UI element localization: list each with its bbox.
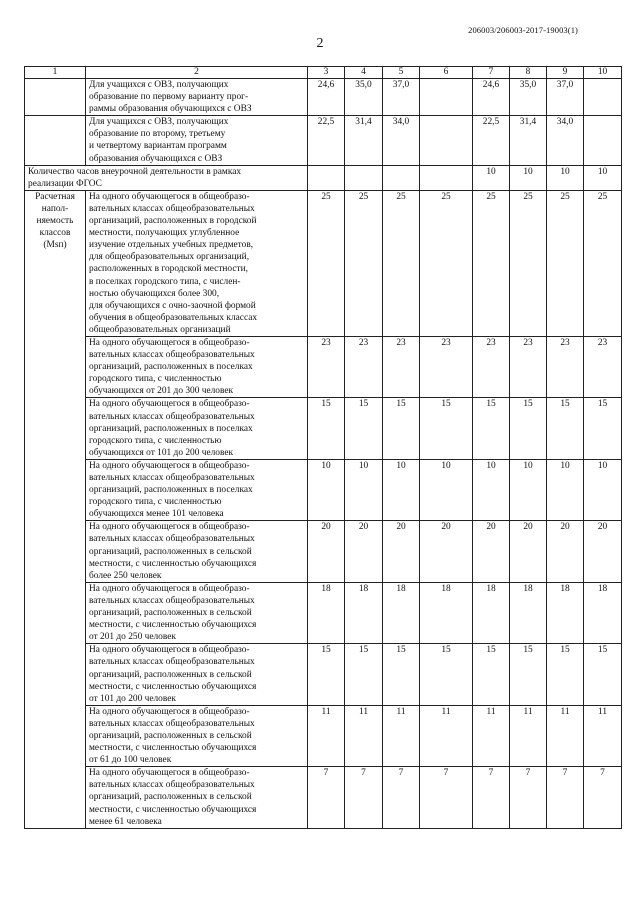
row-description [86,582,308,643]
value-cell: 34,0 [547,116,584,165]
value-cell: 15 [473,644,510,705]
value-cell: 15 [584,398,622,459]
value-cell: 15 [345,644,383,705]
value-cell [420,79,473,116]
table-row [25,398,622,459]
value-cell: 10 [510,459,547,520]
value-cell: 20 [584,521,622,582]
value-cell: 20 [547,521,584,582]
value-cell: 11 [420,705,473,766]
description-line: в поселках городского типа, с числен- [89,276,241,287]
column-header: 4 [345,67,383,79]
table-body [25,67,622,829]
description-line: изучение отдельных учебных предметов, [89,240,254,251]
description-line: организаций, расположенных в сельской [89,792,252,803]
description-line: На одного обучающегося в общеобразо- [89,337,250,348]
value-cell: 18 [420,582,473,643]
description-line: реализации ФГОС [28,178,102,189]
description-line: организаций, расположенных в поселках [89,362,253,373]
value-cell: 23 [308,336,345,397]
value-cell: 15 [308,644,345,705]
empty-cell [25,79,86,116]
value-cell: 11 [547,705,584,766]
value-cell: 11 [473,705,510,766]
description-line: местности, с численностью обучающихся [89,558,257,569]
table-row [25,336,622,397]
value-cell: 24,6 [473,79,510,116]
value-cell: 25 [420,190,473,336]
description-line: На одного обучающегося в общеобразо- [89,706,250,717]
table-row [25,116,622,165]
value-cell: 23 [420,336,473,397]
table-row [25,165,622,190]
value-cell: 23 [584,336,622,397]
value-cell: 25 [473,190,510,336]
value-cell: 18 [473,582,510,643]
value-cell: 15 [510,644,547,705]
value-cell: 11 [308,705,345,766]
normative-table [24,66,622,829]
value-cell [420,165,473,190]
description-line: вательных классах общеобразовательных [89,657,255,668]
class-fill-label-line: (Мsп) [43,240,67,251]
class-fill-label [25,190,86,828]
description-line: организаций, расположенных в городской [89,216,257,227]
description-line: более 250 человек [89,570,162,581]
value-cell: 23 [510,336,547,397]
value-cell: 20 [510,521,547,582]
description-line: Для учащихся с ОВЗ, получающих [89,80,229,90]
description-line: местности, с численностью обучающихся [89,681,257,692]
value-cell: 7 [510,767,547,828]
value-cell: 10 [383,459,420,520]
description-line: от 101 до 200 человек [89,693,176,704]
class-fill-label-line: Расчетная [35,191,75,202]
description-line: На одного обучающегося в общеобразо- [89,645,250,656]
value-cell: 11 [345,705,383,766]
value-cell [420,116,473,165]
extracurricular-hours-label [25,165,308,190]
value-cell: 31,4 [345,116,383,165]
value-cell [584,79,622,116]
value-cell: 7 [420,767,473,828]
value-cell: 15 [510,398,547,459]
description-line: ностью обучающихся более 300, [89,288,220,299]
description-line: местности, с численностью обучающихся [89,804,257,815]
value-cell: 35,0 [345,79,383,116]
row-description [86,644,308,705]
row-description [86,190,308,336]
description-line: вательных классах общеобразовательных [89,203,255,214]
description-line: менее 61 человека [89,816,162,827]
value-cell: 25 [510,190,547,336]
value-cell: 18 [345,582,383,643]
value-cell: 25 [345,190,383,336]
description-line: городского типа, с численностью [89,435,222,446]
column-header: 2 [86,67,308,79]
column-header: 10 [584,67,622,79]
column-header: 7 [473,67,510,79]
description-line: раммы образования обучающихся с ОВЗ [89,104,252,115]
value-cell: 10 [584,459,622,520]
column-header: 5 [383,67,420,79]
value-cell: 23 [383,336,420,397]
value-cell: 15 [383,398,420,459]
value-cell: 22,5 [473,116,510,165]
description-line: обучающихся от 201 до 300 человек [89,386,234,397]
value-cell: 10 [345,459,383,520]
value-cell: 20 [383,521,420,582]
value-cell: 7 [383,767,420,828]
description-line: и четвертому вариантам программ [89,141,227,152]
value-cell: 10 [420,459,473,520]
value-cell: 11 [383,705,420,766]
description-line: от 61 до 100 человек [89,755,172,766]
value-cell: 18 [510,582,547,643]
value-cell: 18 [308,582,345,643]
description-line: местности, с численностью обучающихся [89,620,257,631]
description-line: организаций, расположенных в сельской [89,546,252,557]
value-cell: 10 [547,165,584,190]
value-cell: 10 [473,459,510,520]
value-cell: 18 [547,582,584,643]
description-line: обучающихся менее 101 человека [89,509,224,520]
description-line: вательных классах общеобразовательных [89,534,255,545]
description-line: организаций, расположенных в поселках [89,485,253,496]
value-cell: 7 [584,767,622,828]
column-number-row [25,67,622,79]
value-cell: 15 [345,398,383,459]
column-header: 6 [420,67,473,79]
value-cell: 15 [308,398,345,459]
value-cell: 11 [584,705,622,766]
description-line: организаций, расположенных в поселках [89,423,253,434]
description-line: общеобразовательных организаций [89,324,231,335]
value-cell: 15 [383,644,420,705]
description-line: местности, получающих углубленное [89,228,240,239]
value-cell [383,165,420,190]
value-cell [345,165,383,190]
description-line: На одного обучающегося в общеобразо- [89,460,250,471]
description-line: городского типа, с численностью [89,374,222,385]
value-cell: 15 [584,644,622,705]
empty-cell [25,116,86,165]
value-cell: 25 [308,190,345,336]
page-number: 2 [316,36,324,51]
column-header: 8 [510,67,547,79]
value-cell: 20 [345,521,383,582]
value-cell: 23 [547,336,584,397]
description-line: образование по второму, третьему [89,129,226,140]
description-line: вательных классах общеобразовательных [89,718,255,729]
description-line: На одного обучающегося в общеобразо- [89,583,250,594]
description-line: На одного обучающегося в общеобразо- [89,768,250,779]
table-row [25,459,622,520]
value-cell: 15 [547,644,584,705]
table-row [25,582,622,643]
value-cell: 7 [473,767,510,828]
row-description [86,459,308,520]
value-cell: 15 [547,398,584,459]
value-cell: 34,0 [383,116,420,165]
description-line: организаций, расположенных в сельской [89,730,252,741]
value-cell: 7 [308,767,345,828]
value-cell: 25 [383,190,420,336]
value-cell: 10 [547,459,584,520]
description-line: для обучающихся с очно-заочной формой [89,300,256,311]
description-line: вательных классах общеобразовательных [89,350,255,361]
value-cell: 10 [473,165,510,190]
value-cell: 15 [473,398,510,459]
class-fill-label-line: няемость [36,216,74,227]
class-fill-label-line: классов [39,228,71,239]
value-cell: 15 [420,644,473,705]
description-line: местности, с численностью обучающихся [89,743,257,754]
value-cell: 37,0 [547,79,584,116]
description-line: На одного обучающегося в общеобразо- [89,522,250,533]
table-row [25,767,622,828]
description-line: На одного обучающегося в общеобразо- [89,399,250,410]
value-cell [308,165,345,190]
class-fill-label-line: напол- [41,203,69,214]
row-description [86,521,308,582]
description-line: вательных классах общеобразовательных [89,411,255,422]
value-cell: 22,5 [308,116,345,165]
value-cell: 15 [420,398,473,459]
value-cell: 35,0 [510,79,547,116]
value-cell: 20 [420,521,473,582]
description-line: организаций, расположенных в сельской [89,669,252,680]
column-header: 1 [25,67,86,79]
description-line: обучения в общеобразовательных классах [89,312,258,323]
value-cell: 24,6 [308,79,345,116]
description-line: городского типа, с численностью [89,497,222,508]
column-header: 3 [308,67,345,79]
value-cell: 20 [473,521,510,582]
description-line: На одного обучающегося в общеобразо- [89,191,250,202]
value-cell: 31,4 [510,116,547,165]
value-cell: 37,0 [383,79,420,116]
table-row [25,79,622,116]
description-line: Количество часов внеурочной деятельности в рамках [28,166,242,177]
description-line: организаций, расположенных в сельской [89,608,252,619]
table-row [25,644,622,705]
row-description [86,336,308,397]
value-cell: 11 [510,705,547,766]
row-description [86,79,308,116]
description-line: Для учащихся с ОВЗ, получающих [89,117,229,128]
description-line: образование по первому варианту прог- [89,92,249,103]
value-cell: 7 [345,767,383,828]
value-cell: 7 [547,767,584,828]
description-line: от 201 до 250 человек [89,632,176,643]
value-cell: 18 [383,582,420,643]
value-cell: 25 [547,190,584,336]
row-description [86,398,308,459]
document-number: 206003/206003-2017-19003(1) [468,25,578,35]
description-line: вательных классах общеобразовательных [89,595,255,606]
description-line: расположенных в городской местности, [89,264,248,275]
table-row [25,705,622,766]
table-row [25,190,622,336]
value-cell: 10 [510,165,547,190]
row-description [86,705,308,766]
table-row [25,521,622,582]
value-cell [584,116,622,165]
column-header: 9 [547,67,584,79]
description-line: вательных классах общеобразовательных [89,473,255,483]
value-cell: 25 [584,190,622,336]
value-cell: 10 [308,459,345,520]
description-line: обучающихся от 101 до 200 человек [89,447,234,458]
value-cell: 18 [584,582,622,643]
value-cell: 20 [308,521,345,582]
row-description [86,767,308,828]
description-line: для общеобразовательных организаций, [89,252,250,263]
value-cell: 23 [345,336,383,397]
value-cell: 23 [473,336,510,397]
description-line: образования обучающихся с ОВЗ [89,153,223,164]
row-description [86,116,308,165]
value-cell: 10 [584,165,622,190]
description-line: вательных классах общеобразовательных [89,780,255,791]
